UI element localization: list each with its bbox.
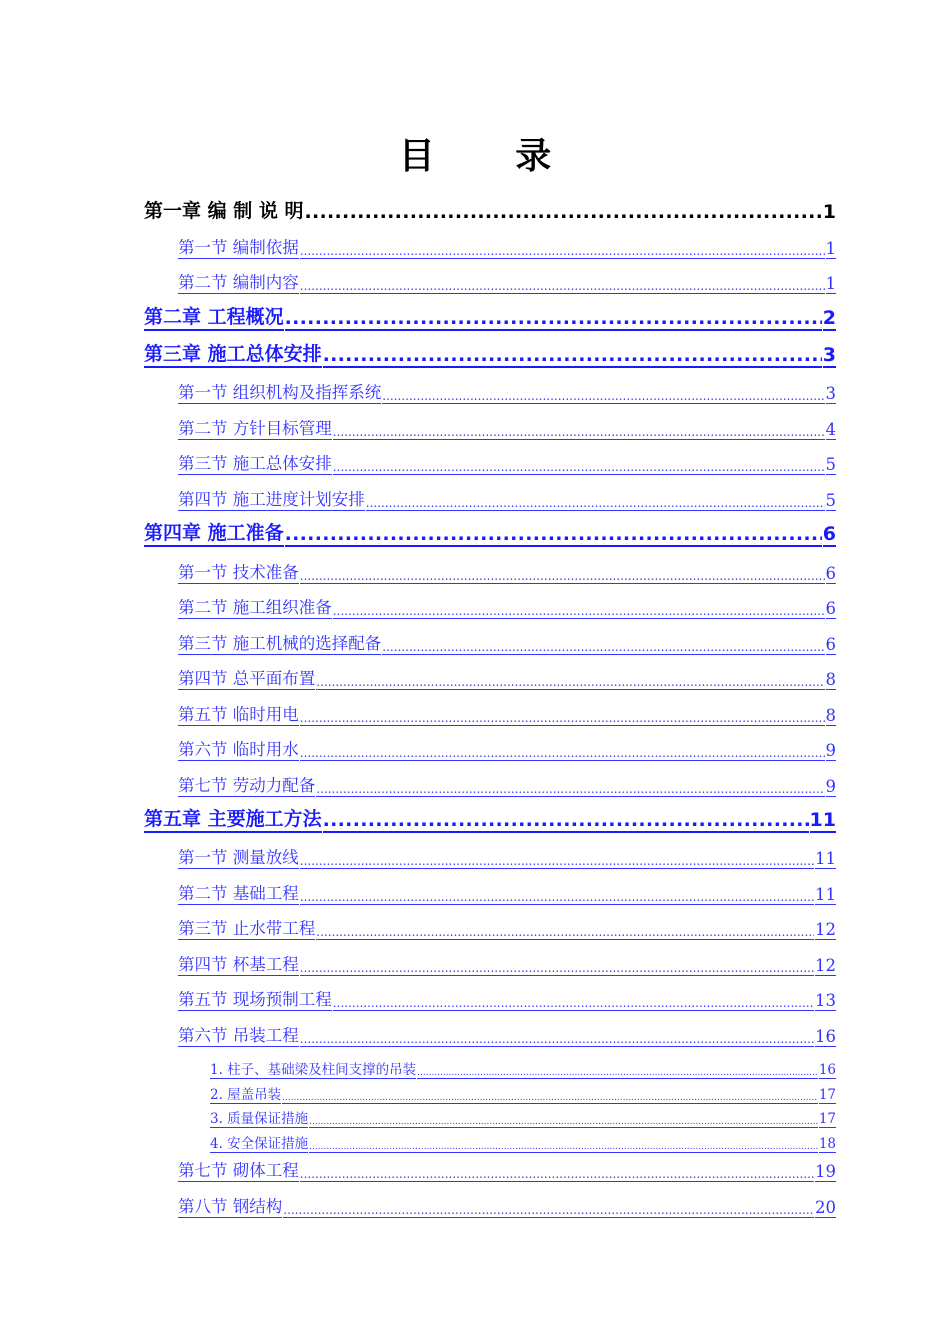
page-title: 目 录 (398, 136, 586, 177)
toc-leader (282, 1093, 818, 1104)
toc-subsection-5-6-1[interactable] (210, 1059, 836, 1079)
toc-leader (300, 854, 814, 869)
toc-entry-label: 第七节 砌体工程 (178, 1157, 299, 1182)
toc-leader (333, 460, 825, 475)
toc-leader (285, 523, 822, 547)
toc-entry-label: 第七节 劳动力配备 (178, 772, 315, 797)
toc-entry-label: 第四章 施工准备 (144, 518, 284, 547)
toc-entry-page: 6 (825, 635, 836, 654)
toc-entry-page: 6 (825, 599, 836, 618)
toc-leader (323, 809, 809, 833)
toc-entry-page: 5 (825, 491, 836, 510)
toc-leader (300, 569, 825, 584)
toc-leader (366, 496, 825, 511)
toc-leader (417, 1068, 818, 1079)
toc-entry-label: 第一章 编 制 说 明 (144, 200, 304, 222)
toc-entry-label: 第一节 组织机构及指挥系统 (178, 379, 381, 404)
toc-chapter-5[interactable] (144, 805, 836, 833)
toc-entry-page: 12 (815, 956, 836, 975)
toc-subsection-5-6-2[interactable] (210, 1084, 836, 1104)
toc-section-5-2[interactable] (178, 879, 836, 905)
toc-leader (333, 425, 825, 440)
toc-entry-label: 第二节 基础工程 (178, 880, 299, 905)
toc-entry-page: 13 (815, 991, 836, 1010)
toc-entry-page: 11 (809, 809, 836, 831)
toc-entry-page: 9 (825, 777, 836, 796)
toc-entry-page: 8 (825, 670, 836, 689)
toc-entry-label: 第一节 编制依据 (178, 234, 299, 259)
toc-leader (300, 279, 825, 294)
toc-leader (382, 640, 824, 655)
toc-entry-page: 8 (825, 706, 836, 725)
toc-leader (382, 389, 824, 404)
toc-section-4-5[interactable] (178, 700, 836, 726)
toc-entry-page: 1 (825, 274, 836, 293)
toc-entry-page: 11 (815, 849, 836, 868)
toc-entry-label: 第四节 总平面布置 (178, 665, 315, 690)
toc-leader (333, 604, 825, 619)
toc-leader (300, 244, 825, 259)
toc-entry-label: 第六节 吊装工程 (178, 1022, 299, 1047)
toc-entry-label: 第六节 临时用水 (178, 736, 299, 761)
toc-section-5-4[interactable] (178, 950, 836, 976)
toc-section-5-7[interactable] (178, 1156, 836, 1182)
toc-leader (323, 344, 822, 368)
toc-chapter-4[interactable] (144, 519, 836, 547)
toc-section-5-8[interactable] (178, 1192, 836, 1218)
toc-leader (304, 201, 821, 223)
toc-entry-label: 第三节 施工总体安排 (178, 450, 332, 475)
toc-section-5-5[interactable] (178, 985, 836, 1011)
toc-entry-page: 2 (822, 307, 836, 329)
toc-section-5-6[interactable] (178, 1021, 836, 1047)
toc-section-4-1[interactable] (178, 558, 836, 584)
toc-leader (316, 782, 824, 797)
toc-section-1-2[interactable] (178, 268, 836, 294)
toc-entry-page: 9 (825, 741, 836, 760)
toc-section-3-3[interactable] (178, 449, 836, 475)
toc-entry-label: 第五节 现场预制工程 (178, 986, 332, 1011)
toc-entry-label: 第一节 技术准备 (178, 559, 299, 584)
toc-entry-label: 3. 质量保证措施 (210, 1107, 308, 1128)
toc-leader (316, 675, 824, 690)
toc-section-5-1[interactable] (178, 843, 836, 869)
toc-entry-page: 6 (822, 523, 836, 545)
toc-entry-page: 18 (818, 1136, 836, 1152)
toc-leader (333, 996, 814, 1011)
toc-leader (300, 746, 825, 761)
toc-leader (309, 1117, 818, 1128)
toc-entry-page: 3 (825, 384, 836, 403)
toc-entry-page: 1 (822, 201, 836, 223)
toc-leader (300, 1032, 814, 1047)
toc-entry-page: 20 (815, 1198, 836, 1217)
toc-entry-page: 16 (818, 1062, 836, 1078)
toc-entry-page: 3 (822, 344, 836, 366)
toc-entry-label: 第三节 止水带工程 (178, 915, 315, 940)
toc-entry-page: 17 (818, 1087, 836, 1103)
toc-entry-label: 第二节 编制内容 (178, 269, 299, 294)
toc-section-3-4[interactable] (178, 485, 836, 511)
toc-leader (309, 1142, 818, 1153)
toc-entry-label: 第二节 施工组织准备 (178, 594, 332, 619)
toc-leader (300, 711, 825, 726)
toc-chapter-1[interactable] (144, 195, 836, 223)
toc-entry-label: 第二节 方针目标管理 (178, 415, 332, 440)
toc-section-1-1[interactable] (178, 233, 836, 259)
toc-section-5-3[interactable] (178, 914, 836, 940)
toc-entry-page: 16 (815, 1027, 836, 1046)
toc-entry-page: 19 (815, 1162, 836, 1181)
toc-section-3-2[interactable] (178, 414, 836, 440)
toc-entry-label: 2. 屋盖吊装 (210, 1083, 281, 1104)
toc-entry-label: 第三章 施工总体安排 (144, 339, 322, 368)
toc-subsection-5-6-3[interactable] (210, 1108, 836, 1128)
toc-entry-label: 第二章 工程概况 (144, 302, 284, 331)
toc-leader (285, 307, 822, 331)
toc-leader (283, 1203, 814, 1218)
toc-leader (300, 961, 814, 976)
toc-leader (316, 925, 814, 940)
toc-entry-page: 6 (825, 564, 836, 583)
toc-section-3-1[interactable] (178, 378, 836, 404)
toc-entry-page: 12 (815, 920, 836, 939)
toc-subsection-5-6-4[interactable] (210, 1133, 836, 1153)
toc-leader (300, 1167, 814, 1182)
toc-section-4-4[interactable] (178, 664, 836, 690)
toc-entry-label: 第五章 主要施工方法 (144, 804, 322, 833)
toc-section-4-7[interactable] (178, 771, 836, 797)
toc-entry-label: 4. 安全保证措施 (210, 1132, 308, 1153)
toc-entry-page: 1 (825, 239, 836, 258)
toc-entry-page: 5 (825, 455, 836, 474)
toc-leader (300, 890, 814, 905)
toc-section-4-6[interactable] (178, 735, 836, 761)
toc-chapter-2[interactable] (144, 303, 836, 331)
toc-entry-page: 4 (825, 420, 836, 439)
toc-entry-page: 17 (818, 1111, 836, 1127)
toc-entry-label: 第八节 钢结构 (178, 1193, 282, 1218)
toc-entry-label: 第三节 施工机械的选择配备 (178, 630, 381, 655)
toc-entry-label: 第一节 测量放线 (178, 844, 299, 869)
toc-chapter-3[interactable] (144, 340, 836, 368)
toc-entry-label: 第五节 临时用电 (178, 701, 299, 726)
toc-entry-label: 第四节 杯基工程 (178, 951, 299, 976)
toc-entry-page: 11 (815, 885, 836, 904)
toc-section-4-2[interactable] (178, 593, 836, 619)
toc-entry-label: 1. 柱子、基础梁及柱间支撑的吊装 (210, 1058, 416, 1079)
toc-section-4-3[interactable] (178, 629, 836, 655)
toc-entry-label: 第四节 施工进度计划安排 (178, 486, 365, 511)
